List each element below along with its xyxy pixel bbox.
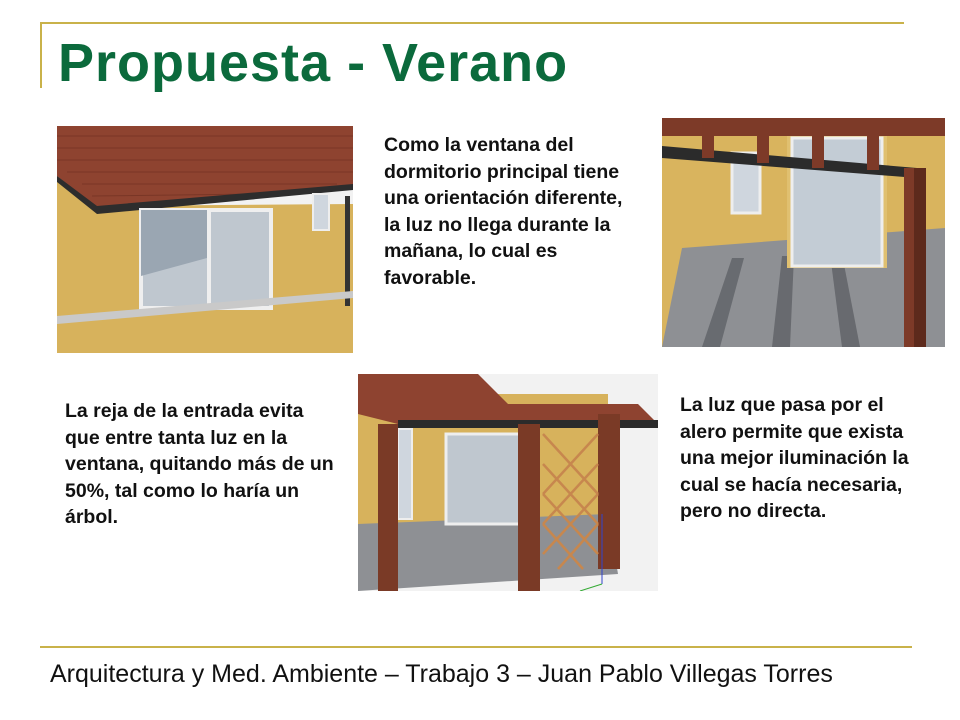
slide-title: Propuesta - Verano — [58, 33, 569, 93]
caption-bedroom-window: Como la ventana del dormitorio principal tiene una orientación diferente, la luz no llega durante la mañana, lo cual es favorable. — [384, 134, 623, 289]
porch-grille-render — [358, 374, 658, 591]
caption-eave-light: La luz que pasa por el alero permite que exista una mejor iluminación la cual se hacía necesaria, pero no directa. — [680, 394, 909, 522]
footer-credits: Arquitectura y Med. Ambiente – Trabajo 3 – Juan Pablo Villegas Torres — [50, 660, 833, 688]
top-rule — [40, 22, 904, 24]
footer-rule — [40, 646, 912, 648]
left-rule — [40, 22, 42, 88]
pergola-shadow-render — [662, 118, 945, 347]
house-window-render — [57, 126, 353, 353]
caption-entrance-grille: La reja de la entrada evita que entre tanta luz en la ventana, quitando más de un 50%, tal como lo haría un árbol. — [65, 400, 334, 528]
